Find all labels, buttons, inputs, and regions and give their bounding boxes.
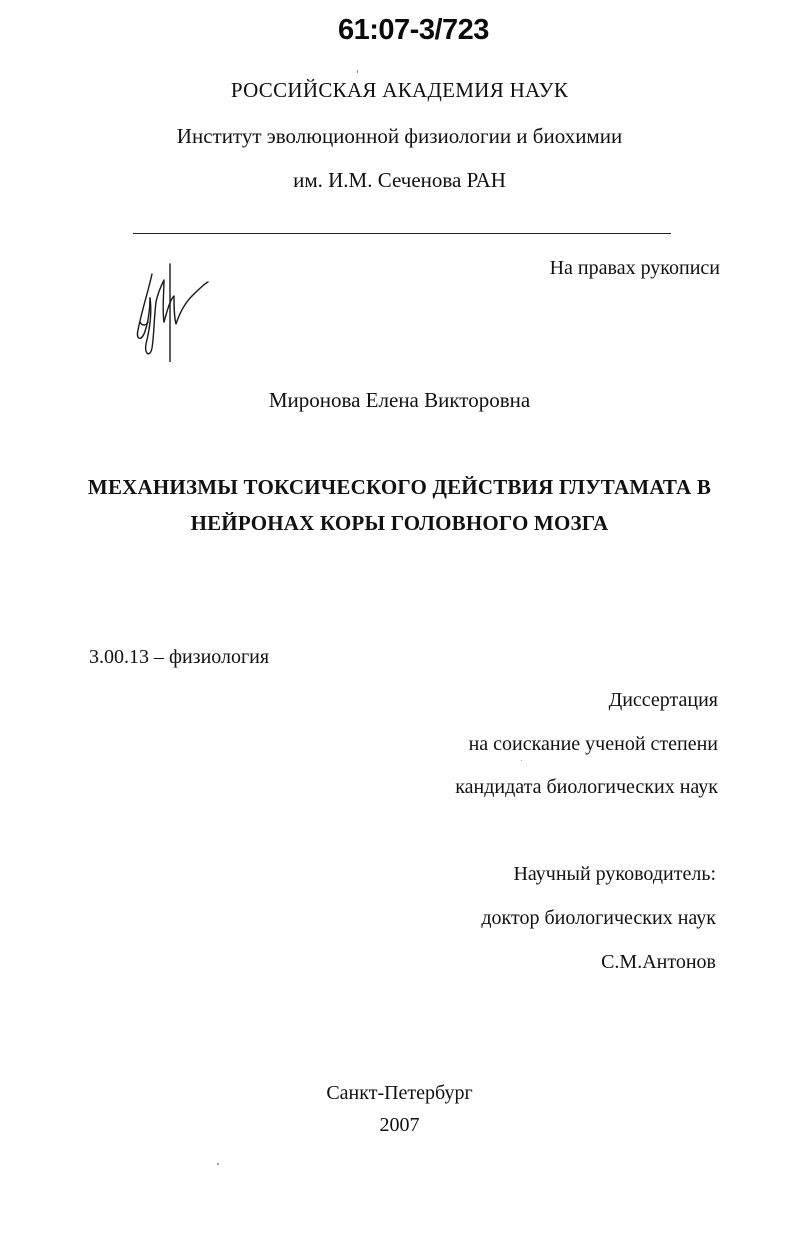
academy-name: РОССИЙСКАЯ АКАДЕМИЯ НАУК: [230, 78, 569, 102]
advisor-degree: доктор биологических наук: [481, 907, 716, 929]
handwritten-signature: [128, 262, 218, 362]
publication-city: Санкт-Петербург: [326, 1082, 473, 1104]
advisor-name: С.М.Антонов: [601, 951, 716, 973]
thesis-title-line-2: НЕЙРОНАХ КОРЫ ГОЛОВНОГО МОЗГА: [190, 511, 609, 535]
thesis-title-line-1: МЕХАНИЗМЫ ТОКСИЧЕСКОГО ДЕЙСТВИЯ ГЛУТАМАТА В: [87, 475, 712, 499]
scan-speck: [521, 760, 522, 761]
author-name: Миронова Елена Викторовна: [268, 388, 531, 412]
institute-name: Институт эволюционной физиологии и биохимии: [176, 124, 623, 148]
institute-honorific: им. И.М. Сеченова РАН: [293, 168, 506, 192]
thesis-degree: кандидата биологических наук: [455, 776, 718, 798]
header-divider: [133, 233, 671, 234]
publication-year: 2007: [379, 1114, 420, 1136]
scan-speck: [217, 1163, 219, 1165]
manuscript-rights-note: На правах рукописи: [549, 257, 720, 279]
thesis-type: Диссертация: [608, 689, 718, 711]
thesis-purpose: на соискание ученой степени: [468, 733, 718, 755]
scan-speck: [357, 70, 358, 73]
specialty-code: 3.00.13 – физиология: [89, 646, 270, 668]
advisor-label: Научный руководитель:: [513, 863, 716, 885]
catalog-number: 61:07-3/723: [338, 14, 489, 46]
